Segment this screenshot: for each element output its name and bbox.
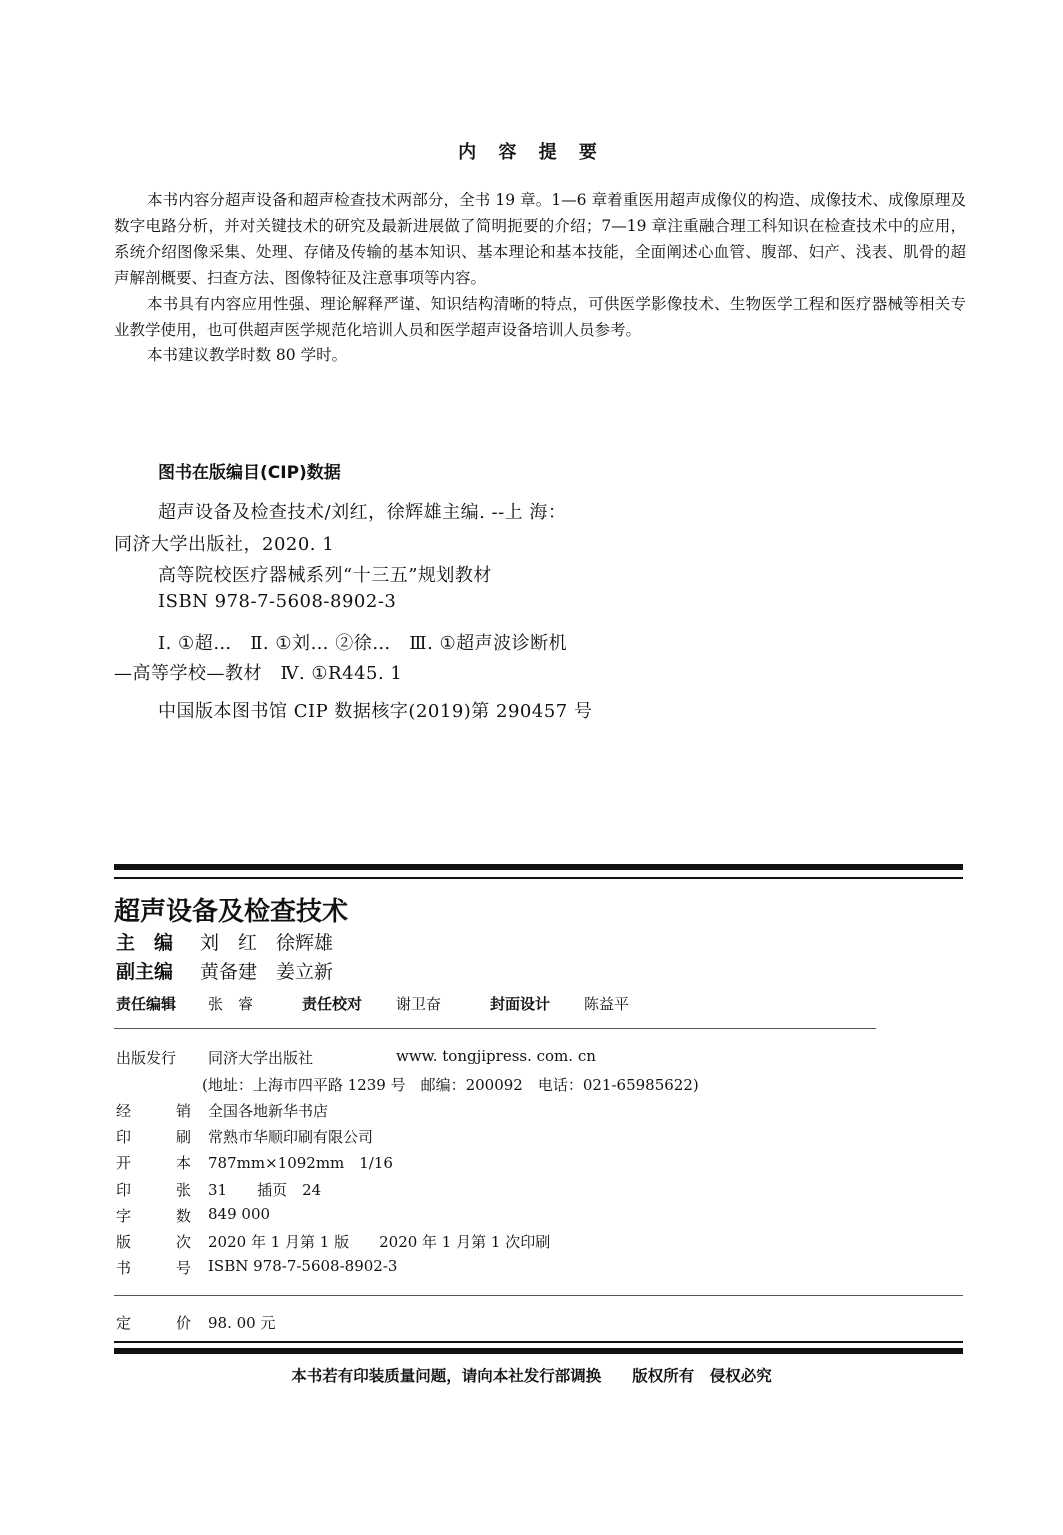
info-value-edition: 2020 年 1 月第 1 版 2020 年 1 月第 1 次印刷 (208, 1233, 551, 1251)
summary-paragraph-1: 本书内容分超声设备和超声检查技术两部分，全书 19 章。1—6 章着重医用超声成像仪的构造、成像技术、成像原理及数字电路分析，并对关键技术的研究及最新进展做了简明扼要的介绍；7—19 章注重融合理工科知识在检查技术中的应用，系统介绍图像采集、处理、存储及传输的基本知识、基本理论和基本技能，全面阐述心血管、腹部、妇产、浅表、肌骨的超声解剖概要、扫查方法、图像特征及注意事项等内容。 (114, 191, 966, 287)
price-divider (114, 1295, 963, 1296)
publisher-label: 出版发行 (116, 1049, 177, 1067)
bottom-thick-rule (114, 1348, 963, 1354)
copyright-notice: 本书若有印装质量问题，请向本社发行部调换 版权所有 侵权必究 (291, 1367, 772, 1385)
summary-paragraph-2: 本书具有内容应用性强、理论解释严谨、知识结构清晰的特点，可供医学影像技术、生物医学工程和医疗器械等相关专业教学使用，也可供超声医学规范化培训人员和医学超声设备培训人员参考。 (114, 295, 966, 339)
cip-line-2: 同济大学出版社，2020. 1 (114, 534, 335, 555)
info-label-edition: 版 次 (116, 1233, 191, 1251)
info-value-format: 787mm×1092mm 1/16 (208, 1154, 393, 1172)
cip-line-1: 超声设备及检查技术/刘红，徐辉雄主编. --上 海： (158, 502, 567, 523)
chief-editors: 刘 红 徐辉雄 (200, 932, 334, 954)
summary-title: 内 容 提 要 (458, 142, 605, 163)
top-thick-rule (114, 864, 963, 870)
price-label: 定 价 (116, 1314, 191, 1332)
info-label-sheets: 印 张 (116, 1181, 191, 1199)
cip-line-4: ISBN 978-7-5608-8902-3 (158, 591, 397, 612)
deputy-editors: 黄备建 姜立新 (200, 961, 334, 983)
cover-design-label: 封面设计 (490, 995, 551, 1013)
price-value: 98. 00 元 (208, 1314, 276, 1332)
cip-line-7: 中国版本图书馆 CIP 数据核字(2019)第 290457 号 (158, 701, 593, 722)
publisher: 同济大学出版社 (208, 1049, 314, 1067)
responsible-editor: 张 睿 (208, 995, 254, 1013)
info-value-sheets: 31 插页 24 (208, 1181, 322, 1199)
responsible-editor-label: 责任编辑 (116, 995, 177, 1013)
proofreader: 谢卫奋 (396, 995, 442, 1013)
info-label-isbn: 书 号 (116, 1259, 191, 1277)
chief-editor-label: 主 编 (116, 932, 174, 954)
cip-heading: 图书在版编目(CIP)数据 (158, 463, 341, 483)
info-label-printer: 印 刷 (116, 1128, 191, 1146)
deputy-editor-label: 副主编 (116, 961, 174, 983)
cip-line-6: —高等学校—教材 Ⅳ. ①R445. 1 (114, 663, 403, 684)
top-thin-rule (114, 877, 963, 879)
publisher-website: www. tongjipress. com. cn (396, 1047, 596, 1065)
info-label-format: 开 本 (116, 1154, 191, 1172)
publisher-address: (地址：上海市四平路 1239 号 邮编：200092 电话：021-65985622) (202, 1076, 699, 1094)
info-label-word-count: 字 数 (116, 1207, 191, 1225)
book-title: 超声设备及检查技术 (114, 897, 349, 927)
info-label-distribution: 经 销 (116, 1102, 191, 1120)
cip-line-5: Ⅰ. ①超… Ⅱ. ①刘… ②徐… Ⅲ. ①超声波诊断机 (158, 633, 568, 654)
info-value-printer: 常熟市华顺印刷有限公司 (208, 1128, 374, 1146)
credits-divider (114, 1028, 876, 1029)
info-value-distribution: 全国各地新华书店 (208, 1102, 329, 1120)
info-value-isbn: ISBN 978-7-5608-8902-3 (208, 1257, 398, 1275)
summary-paragraph-3: 本书建议教学时数 80 学时。 (147, 346, 348, 364)
info-value-word-count: 849 000 (208, 1205, 271, 1223)
proofreader-label: 责任校对 (302, 995, 363, 1013)
bottom-thin-rule (114, 1341, 963, 1343)
cover-designer: 陈益平 (584, 995, 630, 1013)
cip-line-3: 高等院校医疗器械系列“十三五”规划教材 (158, 565, 492, 586)
